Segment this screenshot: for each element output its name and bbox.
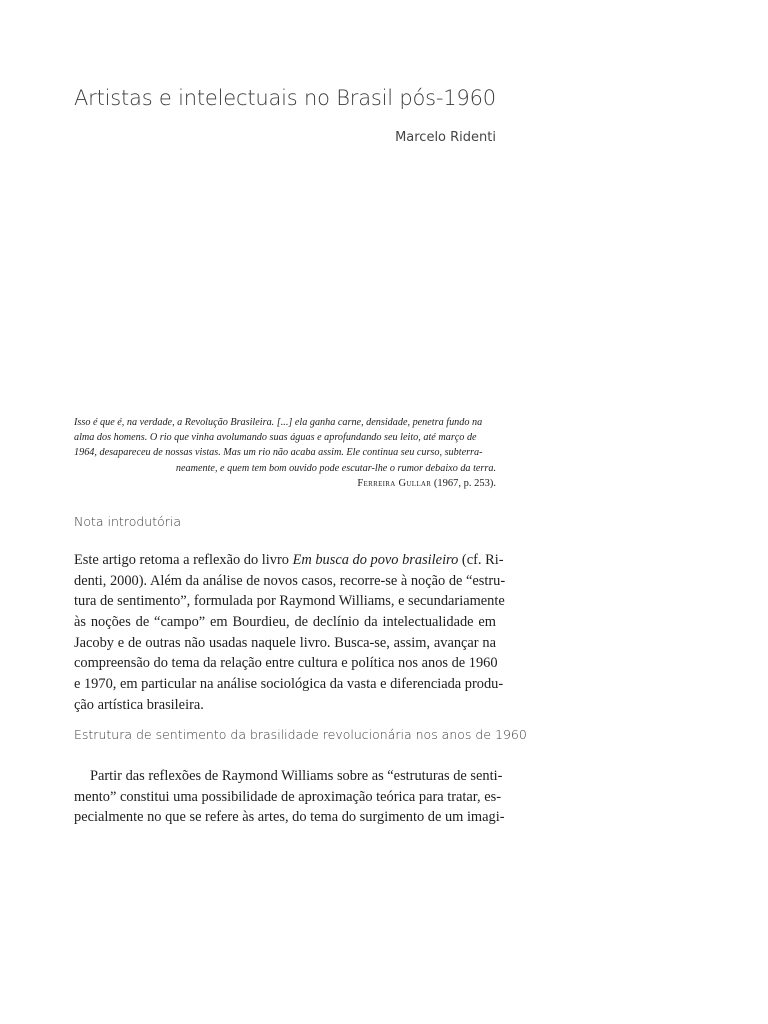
attribution-author: Ferreira Gullar <box>357 478 432 489</box>
section-heading: Estrutura de sentimento da brasilidade revolucionária nos anos de 1960 <box>74 727 527 742</box>
paragraph-line: compreensão do tema da relação entre cultura e política nos anos de 1960 <box>74 655 498 672</box>
paragraph-line: às noções de “campo” em Bourdieu, de declínio da intelectualidade em <box>74 614 496 631</box>
epigraph <box>74 415 496 476</box>
author-name: Marcelo Ridenti <box>395 130 496 145</box>
section-heading: Nota introdutória <box>74 514 182 529</box>
epigraph-line: Isso é que é, na verdade, a Revolução Brasileira. [...] ela ganha carne, densidade, penetra fundo na <box>74 417 483 428</box>
paragraph-line: e 1970, em particular na análise sociológica da vasta e diferenciada produ- <box>74 676 504 693</box>
attribution-reference: (1967, p. 253). <box>433 478 496 489</box>
text-run: (cf. Ri- <box>458 552 504 568</box>
article-title: Artistas e intelectuais no Brasil pós-1960 <box>74 86 496 110</box>
paragraph-line: Partir das reflexões de Raymond Williams sobre as “estruturas de senti- <box>90 768 503 784</box>
paragraph-line: denti, 2000). Além da análise de novos casos, recorre-se à noção de “estru- <box>74 572 506 589</box>
epigraph-line: neamente, e quem tem bom ouvido pode escutar-lhe o rumor debaixo da terra. <box>175 462 496 474</box>
epigraph-line: alma dos homens. O rio que vinha avolumando suas águas e aprofundando seu leito, até março de <box>74 432 477 444</box>
paragraph-line <box>74 550 504 571</box>
paragraph-line: ção artística brasileira. <box>74 696 204 713</box>
book-title: Em busca do povo brasileiro <box>292 552 459 568</box>
paragraph-line: Jacoby e de outras não usadas naquele livro. Busca-se, assim, avançar na <box>74 634 496 651</box>
body-paragraph <box>74 766 505 828</box>
body-paragraph <box>74 550 506 716</box>
epigraph-attribution <box>357 478 496 489</box>
text-run: Este artigo retoma a reflexão do livro <box>74 552 293 568</box>
epigraph-line: 1964, desapareceu de nossas vistas. Mas um rio não acaba assim. Ele continua seu curso, subterra- <box>74 447 483 459</box>
paragraph-line: tura de sentimento”, formulada por Raymond Williams, e secundariamente <box>74 593 505 610</box>
paragraph-line: mento” constitui uma possibilidade de aproximação teórica para tratar, es- <box>74 788 501 805</box>
paragraph-line: pecialmente no que se refere às artes, do tema do surgimento de um imagi- <box>74 809 505 826</box>
